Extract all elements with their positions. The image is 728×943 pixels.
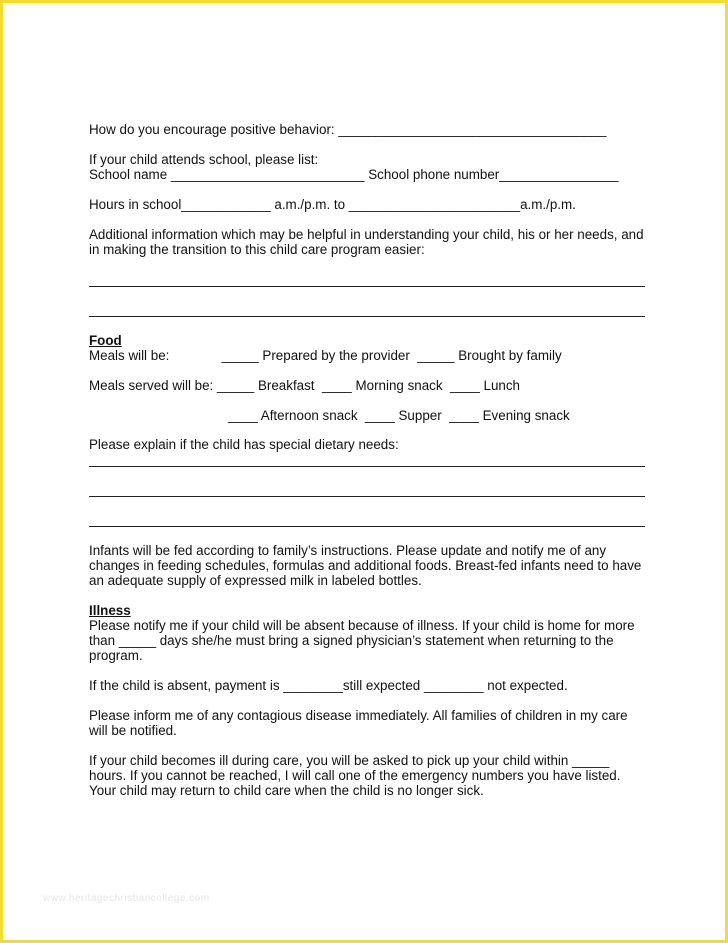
dietary-line-3[interactable] — [89, 526, 645, 527]
school-hours-field[interactable]: Hours in school____________ a.m./p.m. to _______________________a.m./p.m. — [89, 197, 576, 212]
school-name-phone-field[interactable]: School name __________________________ School phone number________________ — [89, 167, 619, 182]
additional-info-label: Additional information which may be helpful in understanding your child, his or her needs, and in making the transition to this child care program easier: — [89, 227, 644, 257]
meals-served-field-1[interactable]: Meals served will be: _____ Breakfast ____ Morning snack ____ Lunch — [89, 378, 520, 393]
meals-will-be-field[interactable]: Meals will be: _____ Prepared by the provider _____ Brought by family — [89, 348, 562, 363]
meals-served-field-2[interactable]: ____ Afternoon snack ____ Supper ____ Evening snack — [228, 408, 570, 423]
infant-feeding-text: Infants will be fed according to family’s instructions. Please update and notify me of any changes in feeding schedules, formulas and additional foods. Breast-fed infants need to have an adequate supply of expressed milk in labeled bottles. — [89, 543, 642, 588]
school-intro-label: If your child attends school, please list: — [89, 152, 319, 167]
food-heading: Food — [89, 333, 122, 348]
dietary-line-1[interactable] — [89, 466, 645, 467]
illness-heading: Illness — [89, 603, 131, 618]
illness-notify-text[interactable]: Please notify me if your child will be absent because of illness. If your child is home for more than _____ days she/he must bring a signed physician’s statement when returning to the program. — [89, 618, 635, 663]
positive-behavior-field[interactable]: How do you encourage positive behavior: ____________________________________ — [89, 122, 607, 137]
ill-during-care-text[interactable]: If your child becomes ill during care, you will be asked to pick up your child within _____ hours. If you cannot be reached, I will call one of the emergency numbers you have listed. Your child may return to child care when the child is no longer sick. — [89, 753, 621, 798]
watermark-text: www.heritagechristiancollege.com — [43, 893, 210, 904]
absent-payment-field[interactable]: If the child is absent, payment is ________still expected ________ not expected. — [89, 678, 568, 693]
additional-info-line-2[interactable] — [89, 316, 645, 317]
dietary-needs-label: Please explain if the child has special dietary needs: — [89, 437, 399, 452]
contagious-disease-text: Please inform me of any contagious disease immediately. All families of children in my care will be notified. — [89, 708, 628, 738]
dietary-line-2[interactable] — [89, 496, 645, 497]
additional-info-line-1[interactable] — [89, 286, 645, 287]
